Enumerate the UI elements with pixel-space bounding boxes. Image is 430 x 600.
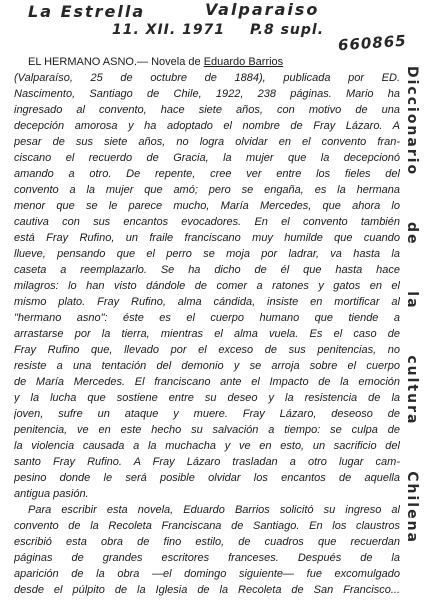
text-line: de María Mercedes. El franciscano ante el Impacto de la emoción: [14, 376, 400, 388]
handwritten-source: La Estrella: [28, 2, 146, 21]
handwritten-date: 11. XII. 1971: [112, 22, 226, 38]
text-line: Fray Rufino que, llevado por el exceso de sus penitencias, no: [14, 344, 400, 356]
text-line: "hermano asno": éste es el cuerpo humano que tiende a: [14, 312, 400, 324]
text-line: amando a otro. De repente, cree ver entre los fieles del: [14, 168, 400, 180]
text-line: escribió esta obra de fino estilo, de cuadros que recuerdan: [14, 536, 400, 548]
text-line: pesino donde le será posible olvidar los encantos de aquella: [14, 472, 400, 484]
text-line: decepción amorosa y ha adoptado el nombre de Fray Lázaro. A: [14, 120, 400, 132]
text-line: llueve, pensando que el perro se moja por ladrar, va hasta la: [14, 248, 400, 260]
text-line: milagros: lo han visto dándole de comer a ratones y gatos en el: [14, 280, 400, 292]
text-line: santo Fray Rufino. A Fray Lázaro trasladan a otro lugar cam-: [14, 456, 400, 468]
text-line: convento a la mujer que amó; pero se engaña, es la hermana: [14, 184, 400, 196]
text-line: caseta a reemplazarlo. Se ha dicho de él que hasta hace: [14, 264, 400, 276]
text-line: pesar de sus siete años, no logra olvidar en el convento fran-: [14, 136, 400, 148]
text-line: resiste a una tentación del demonio y se arroja sobre el cuerpo: [14, 360, 400, 372]
handwritten-city: Valparaiso: [205, 0, 320, 19]
article-body: [14, 54, 400, 598]
text-line: mismo plato. Fray Rufino, alma cándida, insiste en mortificar al: [14, 296, 400, 308]
text-line: arrastarse por la tierra, mientras el alma vuela. Es el caso de: [14, 328, 400, 340]
article-intro: Novela de: [151, 56, 201, 68]
text-line: desde el púlpito de la Iglesia de la Recoleta de San Francisco...: [14, 584, 400, 596]
text-line: joven, sufre un ataque y muere. Fray Lázaro, deseoso de: [14, 408, 400, 420]
text-line: ciscano el recuerdo de Gracia, la mujer que la decepcionó: [14, 152, 400, 164]
article-title: EL HERMANO ASNO.—: [28, 56, 149, 68]
text-line: y la lucha que sostiene entre su deseo y la resistencia de la: [14, 392, 400, 404]
text-line: aparición de la obra —el domingo siguiente— fue excomulgado: [14, 568, 400, 580]
catalog-number: 660865: [337, 31, 408, 55]
text-line: páginas de grandes escritores franceses. Después de la: [14, 552, 400, 564]
text-line: ingresado al convento, hace siete años, con motivo de una: [14, 104, 400, 116]
article-author: Eduardo Barrios: [203, 56, 284, 68]
text-line: convento de la Recoleta Franciscana de Santiago. En los claustros: [14, 520, 400, 532]
text-line: la violencia causada a la muchacha y ve en esto, un sacrificio del: [14, 440, 400, 452]
text-line: Nascimento, Santiago de Chile, 1922, 238 páginas. Mario ha: [14, 88, 400, 100]
text-line: cautiva con sus encantos evocadores. En el convento también: [14, 216, 400, 228]
side-stamp-text: Diccionario de la cultura Chilena: [404, 66, 420, 544]
text-line: penitencia, ve en este hecho su salvación a tiempo: se culpa de: [14, 424, 400, 436]
article-heading-line: [14, 54, 400, 70]
text-line: menor que se le parece mucho, María Mercedes, que ahora lo: [14, 200, 400, 212]
side-stamp: [404, 66, 426, 544]
text-line: Para escribir esta novela, Eduardo Barrios solicitó su ingreso al: [28, 504, 400, 516]
text-line: está Fray Rufino, un fraile franciscano muy humilde que cuando: [14, 232, 400, 244]
handwritten-page: P.8 supl.: [250, 22, 325, 38]
text-line: (Valparaíso, 25 de octubre de 1884), publicada por ED.: [14, 72, 400, 84]
text-line: antigua pasión.: [14, 488, 89, 500]
